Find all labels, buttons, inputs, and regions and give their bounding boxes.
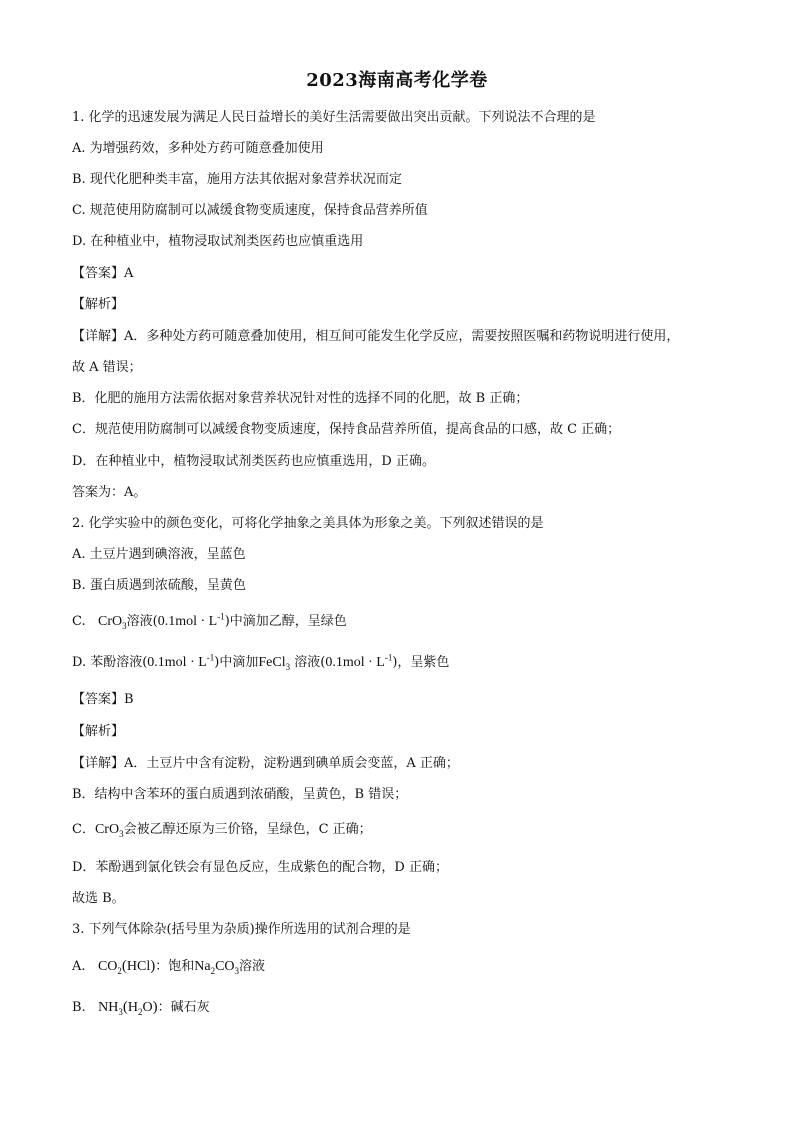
- q1-stem: 1. 化学的迅速发展为满足人民日益增长的美好生活需要做出突出贡献。下列说法不合理的是: [72, 110, 596, 125]
- q2-detail-d: D．苯酚遇到氯化铁会有显色反应，生成紫色的配合物，D 正确；: [72, 860, 448, 875]
- concentration: $0.1mol \cdot L^{-1}$: [147, 652, 215, 670]
- q1-detail-a-cont: 故 A 错误；: [72, 360, 142, 375]
- q3-option-a: [72, 956, 265, 977]
- q2-final-answer: 故选 B。: [72, 891, 125, 906]
- formula-co2-hcl: $CO_2(HCl)$: [97, 958, 156, 976]
- page-title: 2023海南高考化学卷: [306, 70, 488, 91]
- q1-answer: 【答案】A: [72, 266, 134, 281]
- q3-option-a-label: A.: [72, 959, 86, 974]
- q2-answer: 【答案】B: [72, 692, 134, 707]
- q1-detail-c: C．规范使用防腐制可以减缓食物变质速度，保持食品营养所值，提高食品的口感，故 C 正确；: [72, 422, 621, 437]
- q2-option-c: [72, 612, 347, 632]
- q2-option-a: A. 土豆片遇到碘溶液，呈蓝色: [72, 547, 246, 562]
- q1-final-answer: 答案为：A。: [72, 485, 147, 500]
- q1-analysis-heading: 【解析】: [72, 297, 125, 312]
- q2-option-c-end: )中滴加乙醇，呈绿色: [224, 614, 347, 629]
- q2-option-d-mid: )中滴加: [214, 655, 259, 670]
- q2-stem: 2. 化学实验中的颜色变化，可将化学抽象之美具体为形象之美。下列叙述错误的是: [72, 516, 544, 531]
- q1-detail-d: D．在种植业中，植物浸取试剂类医药也应慎重选用，D 正确。: [72, 454, 435, 469]
- q2-detail-a: 【详解】A．土豆片中含有淀粉，淀粉遇到碘单质会变蓝，A 正确；: [72, 756, 459, 771]
- q2-option-c-solution: 溶液(: [126, 614, 158, 629]
- q1-option-b: B. 现代化肥种类丰富，施用方法其依据对象营养状况而定: [72, 172, 402, 187]
- formula-na2co3: $Na_2CO_3$: [194, 959, 240, 976]
- q1-option-a: A. 为增强药效，多种处方药可随意叠加使用: [72, 141, 324, 156]
- q2-detail-c: C．CrO$_3$会被乙醇还原为三价铬，呈绿色，C 正确；: [72, 822, 372, 839]
- q3-stem: 3. 下列气体除杂(括号里为杂质)操作所选用的试剂合理的是: [72, 922, 411, 937]
- q2-option-b: B. 蛋白质遇到浓硫酸，呈黄色: [72, 578, 246, 593]
- formula-fecl3: FeCl$_3$: [258, 655, 291, 672]
- q3-option-b-end: ：碱石灰: [157, 1000, 210, 1015]
- q3-option-b-label: B.: [72, 1000, 86, 1015]
- q2-option-d-solution: 溶液(: [290, 655, 326, 670]
- q2-option-c-label: C.: [72, 614, 86, 629]
- q1-option-c: C. 规范使用防腐制可以减缓食物变质速度，保持食品营养所值: [72, 203, 428, 218]
- q2-analysis-heading: 【解析】: [72, 724, 125, 739]
- q2-detail-b: B．结构中含苯环的蛋白质遇到浓硝酸，呈黄色，B 错误；: [72, 787, 408, 802]
- concentration: $0.1mol \cdot L^{-1}$: [325, 652, 393, 670]
- q2-option-d-label: D. 苯酚溶液(: [72, 655, 148, 670]
- q2-option-d: [72, 653, 449, 673]
- q3-option-a-end: 溶液: [239, 959, 266, 974]
- q3-option-b: [72, 997, 210, 1018]
- formula-nh3-h2o: $NH_3(H_2O)$: [98, 999, 158, 1017]
- q1-detail-b: B．化肥的施用方法需依据对象营养状况针对性的选择不同的化肥，故 B 正确；: [72, 391, 529, 406]
- q2-option-d-end: )，呈紫色: [392, 655, 450, 670]
- formula-cro3: CrO$_3$: [98, 614, 127, 631]
- q1-option-d: D. 在种植业中，植物浸取试剂类医药也应慎重选用: [72, 234, 364, 249]
- formula-cro3: CrO$_3$: [94, 822, 124, 839]
- q3-option-a-mid: ：饱和: [155, 959, 195, 974]
- q1-detail-a: 【详解】A．多种处方药可随意叠加使用，相互间可能发生化学反应，需要按照医嘱和药物说明进行使用，: [72, 329, 680, 344]
- concentration: $0.1mol \cdot L^{-1}$: [157, 611, 225, 629]
